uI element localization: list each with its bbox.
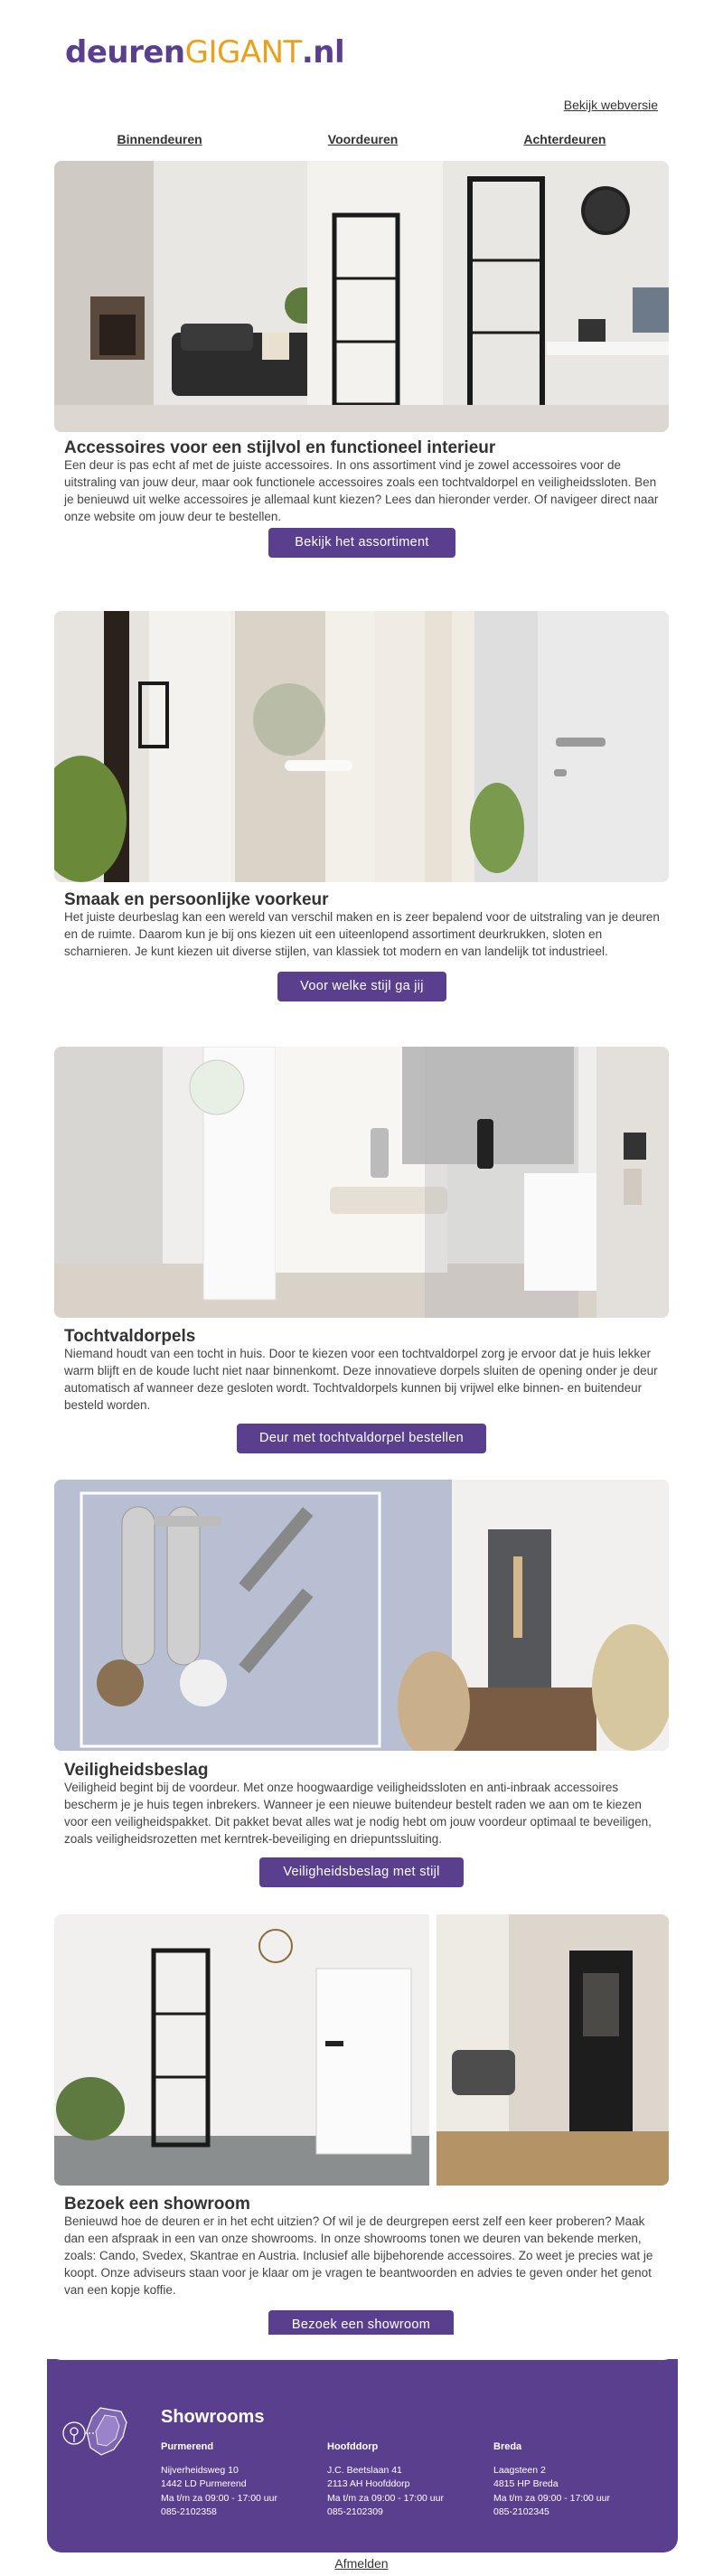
showroom-name: Purmerend bbox=[161, 2441, 214, 2452]
showroom-city: 2113 AH Hoofddorp bbox=[327, 2478, 410, 2489]
draft-excluder-button[interactable]: Deur met tochtvaldorpel bestellen bbox=[237, 1424, 486, 1453]
security-button[interactable]: Veiligheidsbeslag met stijl bbox=[259, 1857, 464, 1887]
section-3-title: Tochtvaldorpels bbox=[64, 1327, 196, 1346]
showroom-phone[interactable]: 085-2102345 bbox=[493, 2506, 549, 2517]
section-5-title: Bezoek een showroom bbox=[64, 2195, 250, 2214]
nav-binnendeuren[interactable]: Binnendeuren bbox=[117, 132, 202, 146]
showroom-purmerend bbox=[161, 2440, 277, 2520]
showroom-name: Hoofddorp bbox=[327, 2441, 379, 2452]
unsubscribe-link[interactable]: Afmelden bbox=[334, 2556, 389, 2571]
nav-voordeuren[interactable]: Voordeuren bbox=[327, 132, 399, 146]
showroom-hours: Ma t/m za 09:00 - 17:00 uur bbox=[161, 2492, 277, 2504]
showroom-street: Laagsteen 2 bbox=[493, 2464, 546, 2476]
section-2-title: Smaak en persoonlijke voorkeur bbox=[64, 890, 329, 909]
hero-image-showroom[interactable] bbox=[54, 1914, 669, 2186]
footer-top-curve bbox=[47, 2335, 678, 2360]
hero-image-security[interactable] bbox=[54, 1480, 669, 1751]
netherlands-map-icon bbox=[60, 2404, 141, 2460]
section-4-text: Veiligheid begint bij de voordeur. Met onze hoogwaardige veiligheidssloten en anti-inbraak accessoires bescherm je je huis tegen inbrekers. Wanneer je een nieuwe buitendeur bestelt raden we aan om te kiezen voor een veiligheidspakket. Dit pakket bevat alles wat je nodig hebt om jouw voordeur optimaal te beveiligen, zoals veiligheidsrozetten met kerntrek-beveiliging en driepuntssluiting. bbox=[64, 1781, 652, 1846]
showroom-button[interactable]: Bezoek een showroom bbox=[268, 2310, 454, 2340]
hero-image-draft-excluders[interactable] bbox=[54, 1047, 669, 1318]
section-1-text: Een deur is pas echt af met de juiste accessoires. In ons assortiment vind je zowel accessoires voor de uitstraling van jouw deur, maar ook functionele accessoires zoals een tochtvaldorpel en veiligheidssloten. Ben je benieuwd uit welke accessoires je allemaal kunt kiezen? Lees dan hieronder verder. Of navigeer direct naar onze website om jouw deur te bestellen. bbox=[64, 458, 659, 523]
logo-part-3: .nl bbox=[301, 34, 345, 71]
top-nav bbox=[54, 132, 669, 146]
showroom-breda bbox=[493, 2440, 610, 2520]
showroom-name: Breda bbox=[493, 2441, 522, 2452]
showroom-hours: Ma t/m za 09:00 - 17:00 uur bbox=[493, 2492, 610, 2504]
showroom-hours: Ma t/m za 09:00 - 17:00 uur bbox=[327, 2492, 444, 2504]
showroom-hoofddorp bbox=[327, 2440, 444, 2520]
showroom-city: 1442 LD Purmerend bbox=[161, 2478, 247, 2489]
section-2-text: Het juiste deurbeslag kan een wereld van verschil maken en is zeer bepalend voor de uitstraling van je deuren en de ruimte. Daarom kun je bij ons kiezen uit een uiteenlopend assortiment deurkrukken, sloten en scharnieren. Je kunt kiezen uit diverse stijlen, van klassiek tot modern en van landelijk tot industrieel. bbox=[64, 910, 660, 958]
assortment-button[interactable]: Bekijk het assortiment bbox=[268, 528, 455, 558]
hero-image-interior[interactable] bbox=[54, 161, 669, 432]
footer-title: Showrooms bbox=[161, 2407, 265, 2427]
showroom-phone[interactable]: 085-2102309 bbox=[327, 2506, 383, 2517]
showroom-street: Nijverheidsweg 10 bbox=[161, 2464, 239, 2476]
showroom-phone[interactable]: 085-2102358 bbox=[161, 2506, 217, 2517]
section-3-text: Niemand houdt van een tocht in huis. Door te kiezen voor een tochtvaldorpel zorg je ervoor dat je huis lekker warm blijft en de koude lucht niet naar binnenkomt. Deze innovatieve dorpels sluiten de opening onder je deur automatisch af wanneer deze gesloten wordt. Tochtvaldorpels kunnen bij vrijwel elke binnen- en buitendeur besteld worden. bbox=[64, 1347, 658, 1412]
brand-logo[interactable] bbox=[65, 34, 344, 71]
section-4-title: Veiligheidsbeslag bbox=[64, 1761, 209, 1780]
section-5-text: Benieuwd hoe de deuren er in het echt uitzien? Of wil je de deurgrepen eerst zelf een keer proberen? Maak dan een afspraak in een van onze showrooms. In onze showrooms tonen we deuren van bekende merken, zoals: Cando, Svedex, Skantrae en Austria. Inclusief alle bijbehorende accessoires. Zo weet je precies wat je koopt. Onze adviseurs staan voor je klaar om je vragen te beantwoorden en advies te geven onder het genot van een kopje koffie. bbox=[64, 2214, 653, 2297]
style-button[interactable]: Voor welke stijl ga jij bbox=[277, 972, 446, 1001]
hero-image-door-handles[interactable] bbox=[54, 611, 669, 882]
nav-achterdeuren[interactable]: Achterdeuren bbox=[523, 132, 606, 146]
logo-part-2: GIGANT bbox=[184, 34, 302, 71]
section-1-title: Accessoires voor een stijlvol en functioneel interieur bbox=[64, 438, 496, 457]
showroom-city: 4815 HP Breda bbox=[493, 2478, 559, 2489]
logo-part-1: deuren bbox=[65, 34, 185, 71]
showroom-street: J.C. Beetslaan 41 bbox=[327, 2464, 402, 2476]
view-webversion-link[interactable]: Bekijk webversie bbox=[563, 98, 658, 112]
